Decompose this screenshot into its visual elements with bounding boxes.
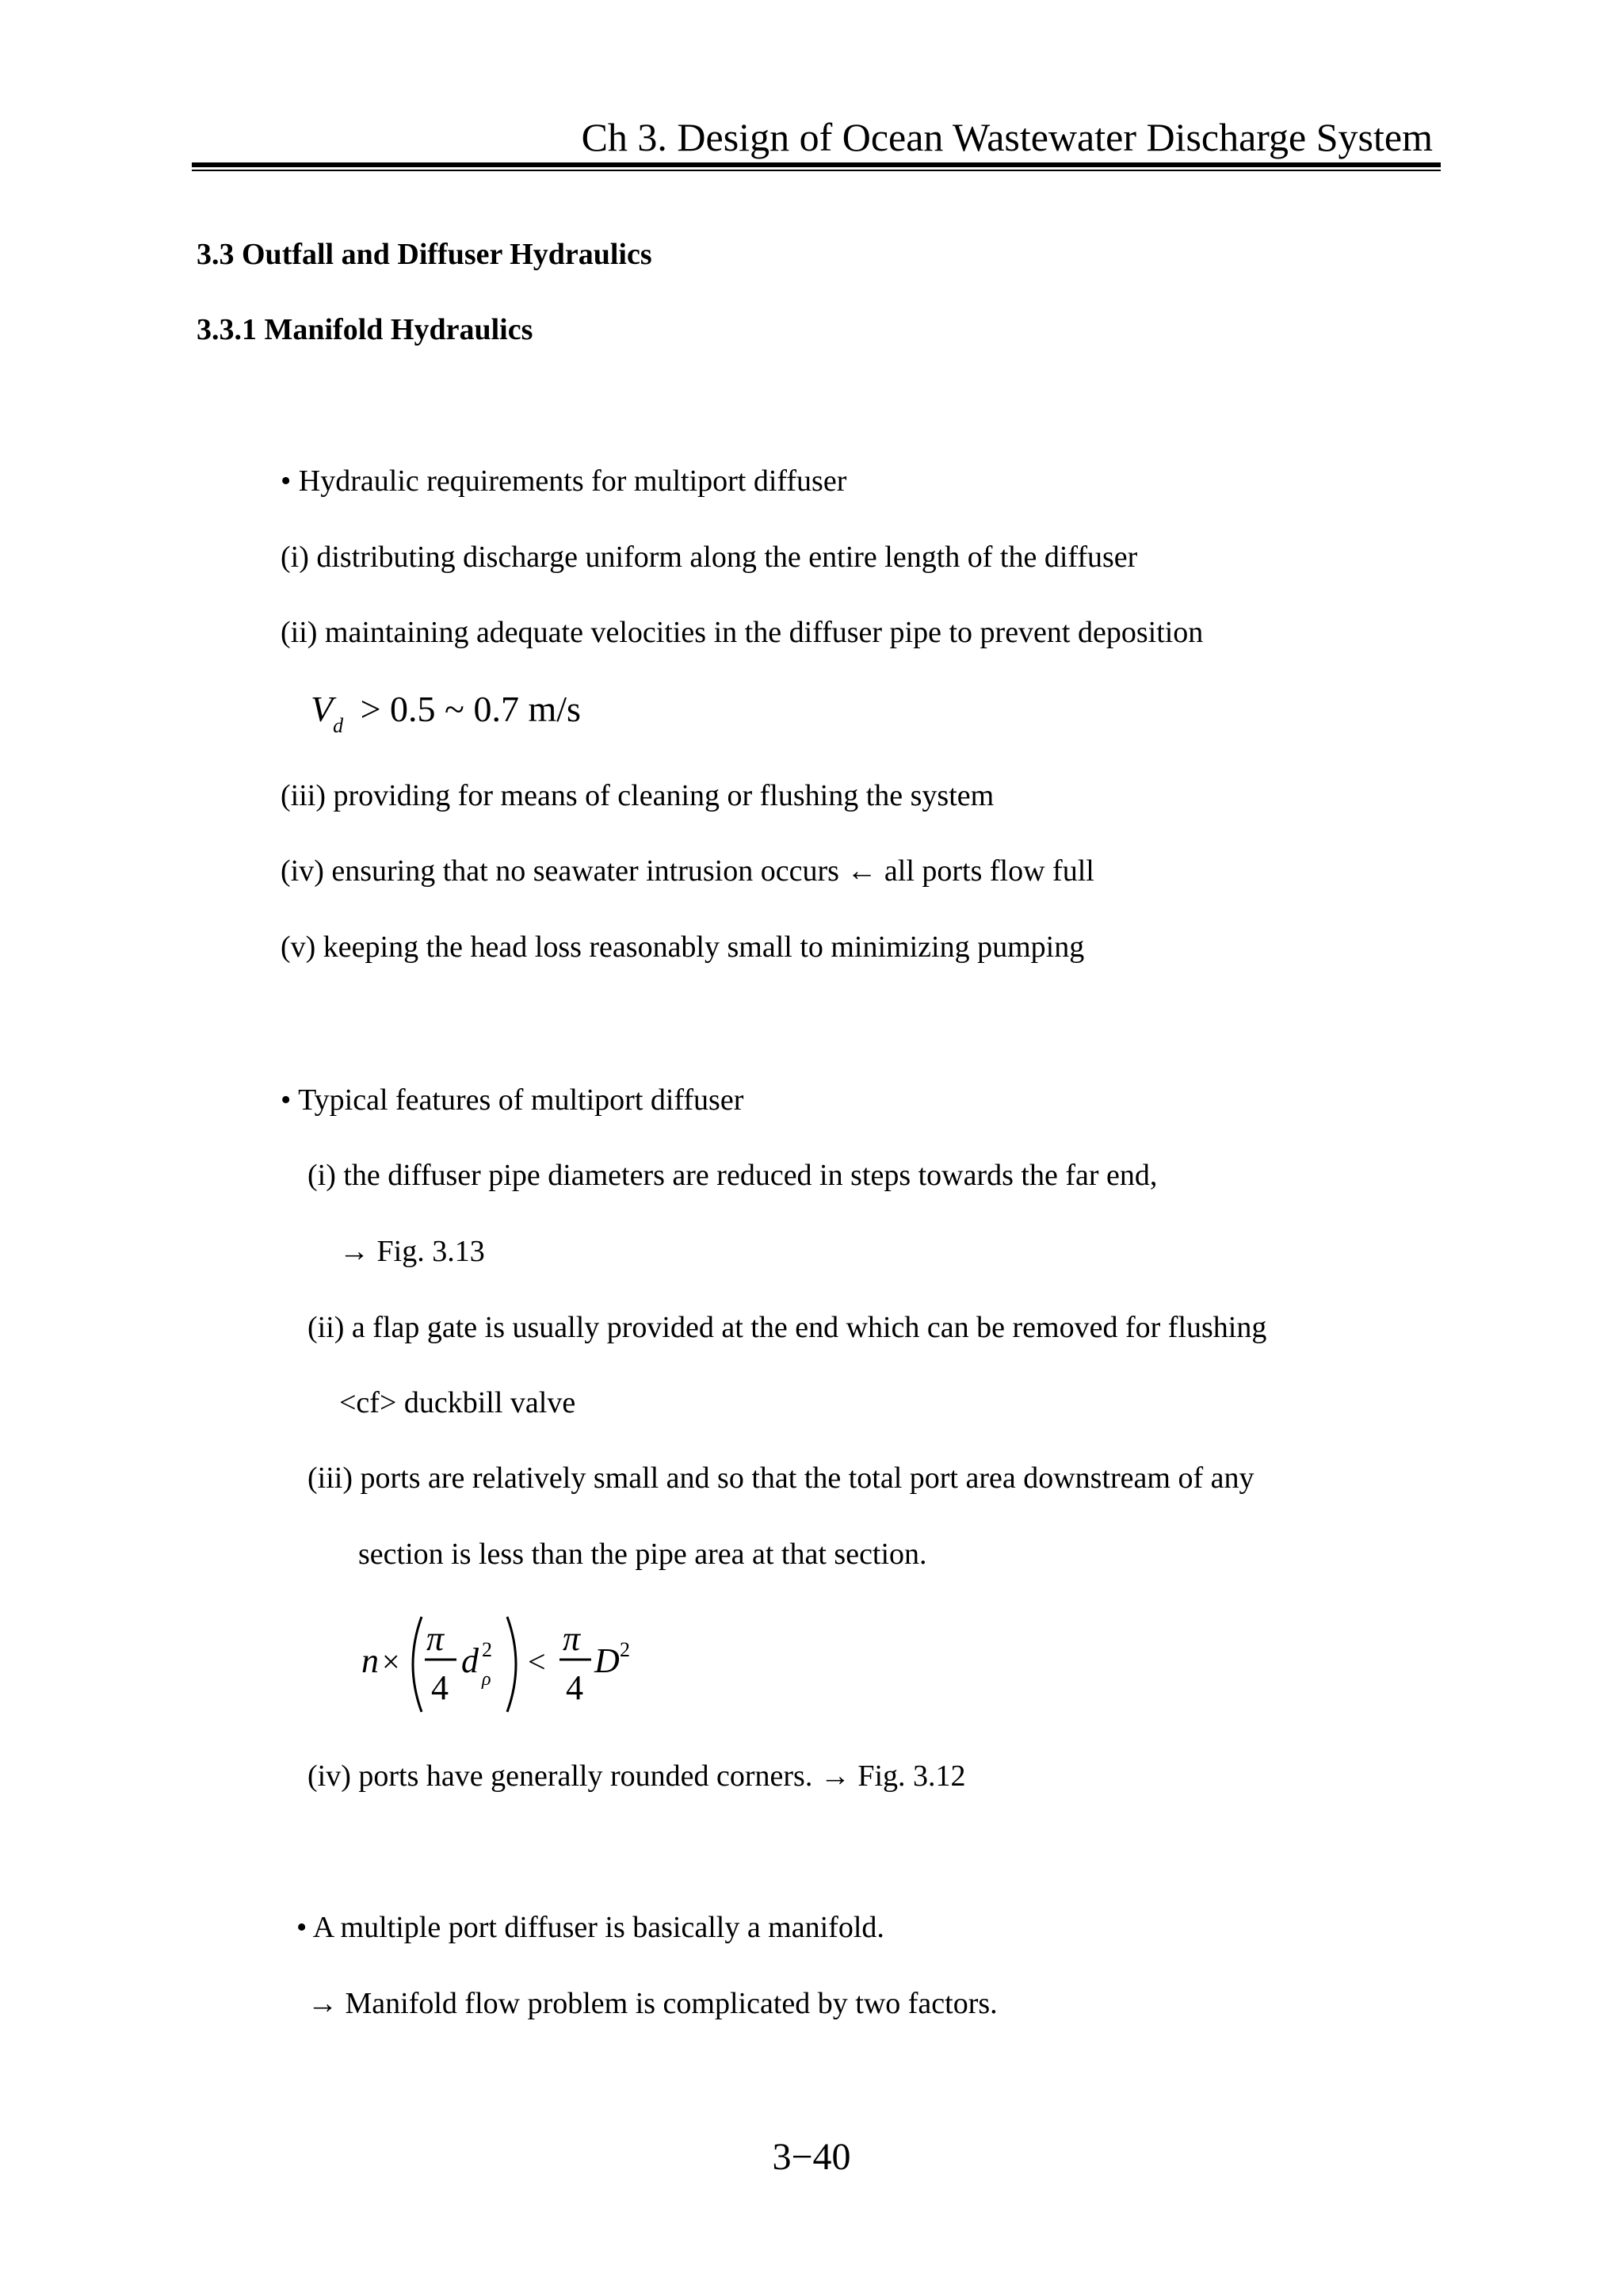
feature-item: (iv) ports have generally rounded corners. → Fig. 3.12 — [307, 1759, 966, 1793]
feature-note: <cf> duckbill valve — [339, 1386, 576, 1419]
header-rule-thin — [192, 170, 1441, 171]
eq-n: n — [361, 1641, 379, 1680]
velocity-subscript: d — [333, 714, 344, 738]
feature-item: (i) the diffuser pipe diameters are reduced in steps towards the far end, — [307, 1159, 1158, 1192]
port-area-equation — [349, 1609, 682, 1720]
section-heading: 3.3 Outfall and Diffuser Hydraulics — [197, 238, 652, 271]
manifold-note: → Manifold flow problem is complicated by two factors. — [307, 1987, 998, 2020]
eq-D-superscript: 2 — [620, 1638, 630, 1661]
velocity-equation — [311, 688, 581, 738]
eq-four-right: 4 — [566, 1668, 583, 1707]
requirements-bullet: • Hydraulic requirements for multiport diffuser — [281, 464, 847, 498]
running-header: Ch 3. Design of Ocean Wastewater Discharge System — [581, 115, 1433, 159]
requirement-item: (i) distributing discharge uniform along the entire length of the diffuser — [281, 541, 1138, 574]
eq-pi-right: π — [563, 1619, 581, 1658]
header-rule-thick — [192, 162, 1441, 167]
requirement-item: (ii) maintaining adequate velocities in the diffuser pipe to prevent deposition — [281, 616, 1204, 649]
eq-less-than: < — [528, 1644, 546, 1679]
page-number: 3−40 — [772, 2136, 851, 2178]
eq-times: × — [382, 1644, 400, 1679]
features-bullet: • Typical features of multiport diffuser — [281, 1083, 744, 1117]
requirement-item: (iv) ensuring that no seawater intrusion occurs ← all ports flow full — [281, 854, 1094, 888]
requirement-item: (iii) providing for means of cleaning or flushing the system — [281, 779, 995, 812]
eq-d-subscript: ρ — [482, 1669, 491, 1690]
feature-item-continuation: section is less than the pipe area at that section. — [358, 1538, 927, 1571]
eq-left-paren — [413, 1617, 422, 1712]
eq-pi: π — [426, 1619, 445, 1658]
eq-four: 4 — [431, 1668, 449, 1707]
velocity-relation: > 0.5 ~ 0.7 m/s — [360, 689, 581, 729]
manifold-bullet: • A multiple port diffuser is basically a manifold. — [296, 1911, 884, 1944]
velocity-symbol: V — [311, 689, 334, 729]
subsection-heading: 3.3.1 Manifold Hydraulics — [197, 313, 533, 346]
eq-d: d — [461, 1641, 479, 1680]
feature-item: (ii) a flap gate is usually provided at the end which can be removed for flushing — [307, 1311, 1267, 1344]
feature-note: → Fig. 3.13 — [339, 1235, 485, 1268]
eq-right-paren — [507, 1617, 516, 1712]
eq-D: D — [594, 1641, 620, 1680]
feature-item: (iii) ports are relatively small and so that the total port area downstream of any — [307, 1461, 1254, 1495]
requirement-item: (v) keeping the head loss reasonably small to minimizing pumping — [281, 930, 1085, 964]
eq-d-superscript: 2 — [482, 1638, 492, 1661]
